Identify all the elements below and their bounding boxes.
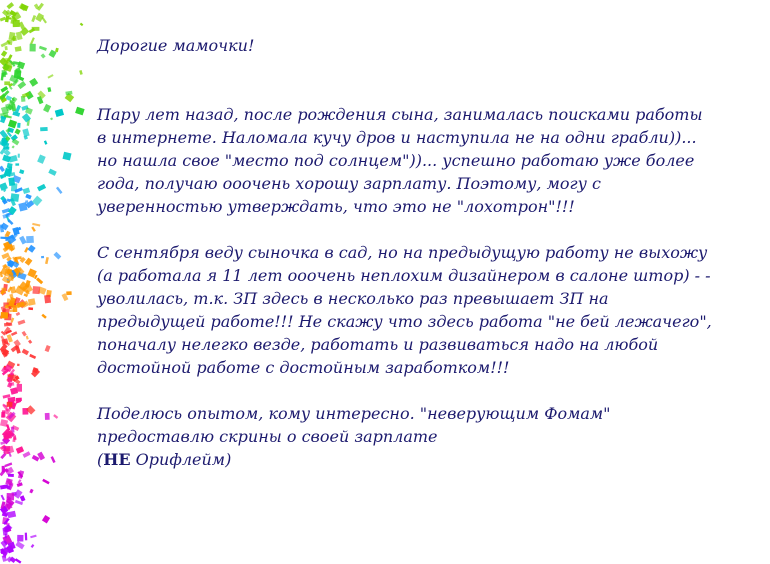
confetti-piece: [41, 53, 46, 58]
confetti-piece: [29, 354, 36, 359]
confetti-piece: [44, 140, 48, 144]
closing-line: [97, 448, 767, 471]
confetti-piece: [62, 152, 71, 161]
confetti-piece: [30, 44, 36, 52]
confetti-piece: [5, 46, 8, 50]
paragraph-3-line: Поделюсь опытом, кому интересно. "неверующим Фомам": [97, 404, 611, 423]
confetti-piece: [47, 74, 53, 79]
paragraph-2-line: уволилась, т.к. ЗП здесь в несколько раз превышает ЗП на: [97, 289, 609, 308]
confetti-piece: [5, 15, 10, 22]
confetti-piece: [7, 402, 13, 407]
confetti-piece: [0, 17, 6, 22]
confetti-piece: [0, 182, 8, 190]
confetti-piece: [18, 319, 26, 325]
confetti-piece: [41, 256, 44, 258]
confetti-piece: [19, 236, 27, 245]
confetti-piece: [19, 169, 24, 174]
confetti-piece: [79, 70, 83, 75]
confetti-piece: [13, 36, 17, 41]
confetti-piece: [4, 81, 10, 85]
confetti-piece: [17, 482, 23, 487]
confetti-piece: [66, 291, 71, 295]
confetti-piece: [4, 448, 9, 454]
confetti-piece: [51, 456, 56, 463]
confetti-piece: [42, 515, 50, 523]
confetti-piece: [26, 336, 29, 340]
paragraph-1-line: но нашла свое "место под солнцем"))... успешно работаю уже более: [97, 151, 695, 170]
confetti-piece: [18, 154, 20, 158]
paragraph-1: [97, 103, 767, 218]
confetti-piece: [7, 2, 15, 9]
confetti-piece: [17, 535, 23, 542]
confetti-piece: [22, 349, 29, 356]
confetti-piece: [28, 298, 36, 305]
confetti-piece: [15, 256, 22, 260]
confetti-piece: [10, 193, 19, 202]
confetti-piece: [7, 54, 13, 62]
confetti-piece: [29, 78, 38, 87]
confetti-piece: [37, 155, 46, 164]
confetti-piece: [28, 245, 36, 253]
confetti-piece: [75, 107, 85, 116]
confetti-piece: [4, 462, 12, 467]
confetti-piece: [8, 474, 14, 477]
confetti-piece: [0, 441, 5, 445]
confetti-piece: [0, 166, 5, 172]
confetti-piece: [17, 81, 26, 89]
confetti-piece: [44, 295, 51, 304]
paragraph-3: [97, 402, 767, 471]
confetti-piece: [4, 512, 8, 516]
confetti-piece: [16, 446, 24, 454]
confetti-piece: [20, 495, 26, 501]
paragraph-1-line: уверенностью утверждать, что это не "лохотрон"!!!: [97, 197, 575, 216]
confetti-piece: [6, 493, 14, 500]
confetti-piece: [1, 338, 8, 345]
paragraph-2-line: поначалу нелегко везде, работать и развиваться надо на любой: [97, 335, 659, 354]
confetti-piece: [43, 104, 51, 113]
confetti-piece: [31, 15, 36, 22]
confetti-piece: [1, 495, 5, 501]
confetti-piece: [30, 37, 35, 44]
paragraph-1-line: года, получаю ooочень хорошу зарплату. Поэтому, могу с: [97, 174, 601, 193]
confetti-piece: [17, 364, 20, 367]
confetti-piece: [25, 194, 31, 200]
confetti-piece: [17, 384, 22, 392]
confetti-piece: [7, 486, 10, 490]
confetti-piece: [1, 312, 9, 319]
paragraph-2: [97, 241, 767, 379]
paragraph-2-line: предыдущей работе!!! Не скажу что здесь работа "не бей лежачего",: [97, 312, 712, 331]
confetti-piece: [8, 120, 17, 129]
confetti-piece: [45, 257, 49, 264]
confetti-piece: [2, 213, 9, 219]
confetti-piece: [50, 117, 53, 120]
confetti-piece: [53, 414, 58, 419]
confetti-piece: [2, 70, 6, 77]
greeting: Дорогие мамочки!: [97, 36, 255, 55]
confetti-piece: [56, 187, 63, 194]
paragraph-2-line: (а работала я 11 лет ооочень неплохим дизайнером в салоне штор) - -: [97, 266, 711, 285]
confetti-decoration: [0, 0, 90, 564]
confetti-piece: [32, 286, 40, 294]
confetti-piece: [17, 123, 20, 128]
confetti-piece: [25, 258, 33, 266]
confetti-piece: [9, 294, 13, 299]
confetti-piece: [22, 331, 27, 337]
confetti-piece: [10, 375, 17, 381]
confetti-piece: [45, 345, 51, 352]
confetti-piece: [29, 489, 33, 494]
confetti-piece: [7, 511, 16, 518]
confetti-piece: [32, 196, 42, 206]
confetti-piece: [55, 109, 64, 117]
confetti-piece: [23, 187, 31, 194]
confetti-piece: [18, 202, 27, 211]
confetti-piece: [80, 23, 84, 27]
confetti-piece: [31, 544, 35, 548]
confetti-piece: [65, 91, 72, 96]
confetti-piece: [23, 451, 31, 458]
confetti-piece: [2, 410, 6, 417]
confetti-piece: [15, 46, 22, 52]
confetti-piece: [30, 535, 37, 539]
closing-rest: Орифлейм): [130, 450, 232, 469]
paragraph-1-line: в интернете. Наломала кучу дров и наступила не на одни грабли))...: [97, 128, 697, 147]
closing-open-paren: (: [97, 450, 104, 469]
confetti-piece: [12, 145, 15, 148]
confetti-piece: [15, 541, 24, 549]
confetti-piece: [41, 17, 47, 24]
confetti-piece: [48, 169, 56, 176]
confetti-piece: [41, 314, 46, 319]
confetti-piece: [53, 252, 61, 260]
confetti-piece: [12, 437, 16, 442]
confetti-piece: [16, 312, 21, 316]
confetti-piece: [39, 46, 47, 51]
letter-text: [97, 34, 767, 471]
confetti-piece: [32, 223, 40, 227]
confetti-piece: [47, 87, 51, 92]
confetti-piece: [42, 479, 49, 485]
confetti-piece: [7, 199, 11, 203]
confetti-piece: [28, 340, 32, 344]
confetti-piece: [22, 128, 29, 137]
paragraph-1-line: Пару лет назад, после рождения сына, занималась поисками работы: [97, 105, 703, 124]
confetti-piece: [28, 307, 33, 310]
confetti-piece: [37, 184, 46, 192]
confetti-piece: [40, 127, 48, 131]
confetti-piece: [24, 247, 29, 253]
confetti-piece: [15, 129, 21, 135]
confetti-piece: [15, 163, 19, 165]
closing-bold-word: НЕ: [103, 450, 131, 469]
confetti-piece: [45, 413, 50, 420]
confetti-piece: [11, 331, 17, 336]
confetti-piece: [7, 163, 13, 169]
confetti-piece: [1, 50, 7, 57]
confetti-piece: [25, 533, 28, 541]
confetti-piece: [2, 555, 7, 562]
paragraph-2-line: достойной работе с достойным заработком!!!: [97, 358, 510, 377]
confetti-piece: [31, 226, 36, 231]
confetti-piece: [26, 236, 34, 243]
confetti-piece: [9, 155, 18, 163]
confetti-piece: [31, 368, 40, 377]
paragraph-2-line: С сентября веду сыночка в сад, но на предыдущую работу не выхожу: [97, 243, 708, 262]
confetti-piece: [55, 48, 59, 53]
confetti-piece: [36, 277, 43, 284]
confetti-piece: [15, 558, 22, 563]
paragraph-3-line: предоставлю скрины о своей зарплате: [97, 427, 438, 446]
confetti-piece: [0, 484, 8, 489]
